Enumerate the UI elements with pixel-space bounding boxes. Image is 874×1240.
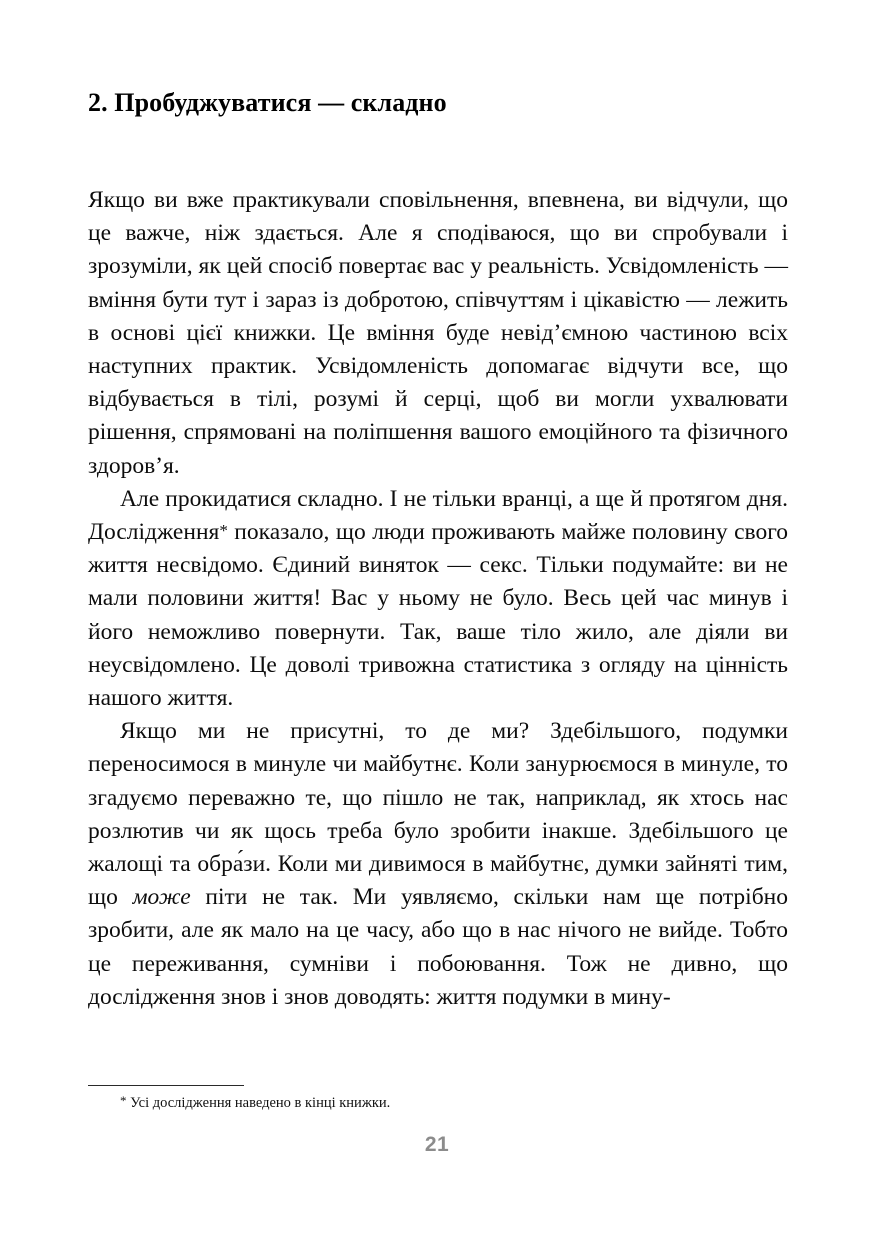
footnote-text bbox=[88, 1094, 788, 1112]
paragraph-3-text-a: Якщо ми не присутні, то де ми? Здебільшого, подумки переносимося в минуле чи майбутнє. Коли занурюємося в минуле, то згадуємо переважно те, що пішло не так, наприклад, як хтось нас розлютив чи як щось треба було зробити інакше. Здебільшого це жалощі та обра́зи. Коли ми дивимося в майбутнє, думки зайняті тим, що bbox=[88, 718, 788, 911]
paragraph-2-text-a: Але прокидатися складно. І не тільки вранці, а ще й протягом дня. Дослідження bbox=[88, 485, 788, 546]
page-number: 21 bbox=[424, 1133, 450, 1156]
emphasized-word: може bbox=[132, 884, 191, 911]
paragraph-2 bbox=[88, 483, 788, 715]
body-text-block bbox=[88, 184, 788, 1014]
chapter-heading: 2. Пробуджуватися — складно bbox=[88, 88, 447, 117]
footnote-area bbox=[88, 1085, 788, 1112]
paragraph-1-text: Якщо ви вже практикували сповільнення, впевнена, ви відчули, що це важче, ніж здається. Але я сподіваюся, що ви спробували і зрозуміли, як цей спосіб повертає вас у реальність. Усвідомленість — вміння бути тут і зараз із добротою, співчуттям і цікавістю — лежить в основі цієї книжки. Це вміння буде невід’ємною частиною всіх наступних практик. Усвідомленість допомагає відчути все, що відбувається в тілі, розумі й серці, щоб ви могли ухвалювати рішення, спрямовані на поліпшення вашого емоційного та фізичного здоров’я. bbox=[88, 187, 788, 479]
footnote-separator-rule bbox=[88, 1085, 244, 1086]
paragraph-3 bbox=[88, 715, 788, 1014]
footnote-reference-marker[interactable]: * bbox=[219, 521, 228, 541]
paragraph-1 bbox=[88, 184, 788, 483]
paragraph-2-text-b: показало, що люди проживають майже половину свого життя несвідомо. Єдиний виняток — секс. Тільки подумайте: ви не мали половини життя! Вас у ньому не було. Весь цей час минув і його неможливо повернути. Так, ваше тіло жило, але діяли ви неусвідомлено. Це доволі тривожна статистика з огляду на цінність нашого життя. bbox=[88, 519, 788, 712]
page-content bbox=[88, 0, 788, 1014]
footnote-star-icon: * bbox=[120, 1093, 127, 1108]
paragraph-3-text-b: піти не так. Ми уявляємо, скільки нам ще потрібно зробити, але як мало на це часу, або що в нас нічого не вийде. Тобто це переживання, сумніви і побоювання. Тож не дивно, що дослідження знов і знов доводять: життя подумки в мину- bbox=[88, 884, 788, 1010]
footnote-body: Усі дослідження наведено в кінці книжки. bbox=[130, 1095, 391, 1111]
